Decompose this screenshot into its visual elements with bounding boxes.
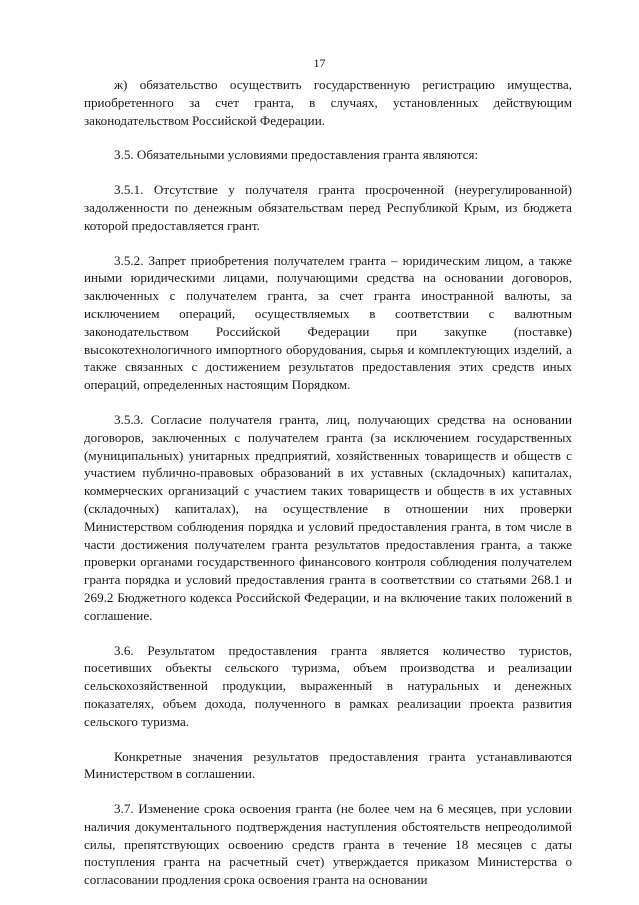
- paragraph-3-5-3: 3.5.3. Согласие получателя гранта, лиц, получающих средства на основании договоров, заключенных с получателем гранта (за исключением государственных (муниципальных) унитарных предприятий, хозяйственных товариществ и обществ с участием публично-правовых образований в их уставных (складочных) капиталах, коммерческих организаций с участием таких товариществ и обществ в их уставных (складочных) капиталах), на осуществление в отношении них проверки Министерством соблюдения порядка и условий предоставления гранта, в том числе в части достижения получателем гранта результатов предоставления гранта, а также проверки органами государственного финансового контроля соблюдения получателем гранта порядка и условий предоставления гранта в соответствии со статьями 268.1 и 269.2 Бюджетного кодекса Российской Федерации, и на включение таких положений в соглашение.: [84, 411, 572, 623]
- paragraph-result-values: Конкретные значения результатов предоставления гранта устанавливаются Министерством в соглашении.: [84, 748, 572, 782]
- paragraph-3-5-2: 3.5.2. Запрет приобретения получателем гранта – юридическим лицом, а также иными юридическими лицами, получающими средства на основании договоров, заключенных с получателем гранта, за счет гранта иностранной валюты, за исключением операций, осуществляемых в соответствии с валютным законодательством Российской Федерации при закупке (поставке) высокотехнологичного импортного оборудования, сырья и комплектующих изделий, а также связанных с достижением результатов предоставления этих средств иных операций, определенных настоящим Порядком.: [84, 252, 572, 393]
- paragraph-3-7: 3.7. Изменение срока освоения гранта (не более чем на 6 месяцев, при условии наличия документального подтверждения наступления обстоятельств непреодолимой силы, препятствующих освоению средств гранта в течение 18 месяцев с даты поступления гранта на расчетный счет) утверждается приказом Министерства о согласовании продления срока освоения гранта на основании: [84, 801, 572, 888]
- document-body: [84, 76, 572, 905]
- paragraph-3-5-heading: 3.5. Обязательными условиями предоставления гранта являются:: [114, 147, 479, 163]
- paragraph-property-registration: ж) обязательство осуществить государственную регистрацию имущества, приобретенного за счет гранта, в случаях, установленных действующим законодательством Российской Федерации.: [84, 77, 572, 128]
- page-number: 17: [313, 56, 326, 70]
- paragraph-3-5-1: 3.5.1. Отсутствие у получателя гранта просроченной (неурегулированной) задолженности по денежным обязательствам перед Республикой Крым, из бюджета которой предоставляется грант.: [84, 182, 572, 233]
- paragraph-3-6: 3.6. Результатом предоставления гранта является количество туристов, посетивших объекты сельского туризма, объем производства и реализации сельскохозяйственной продукции, выраженный в натуральных и денежных показателях, объем дохода, полученного в рамках реализации проекта развития сельского туризма.: [84, 642, 572, 729]
